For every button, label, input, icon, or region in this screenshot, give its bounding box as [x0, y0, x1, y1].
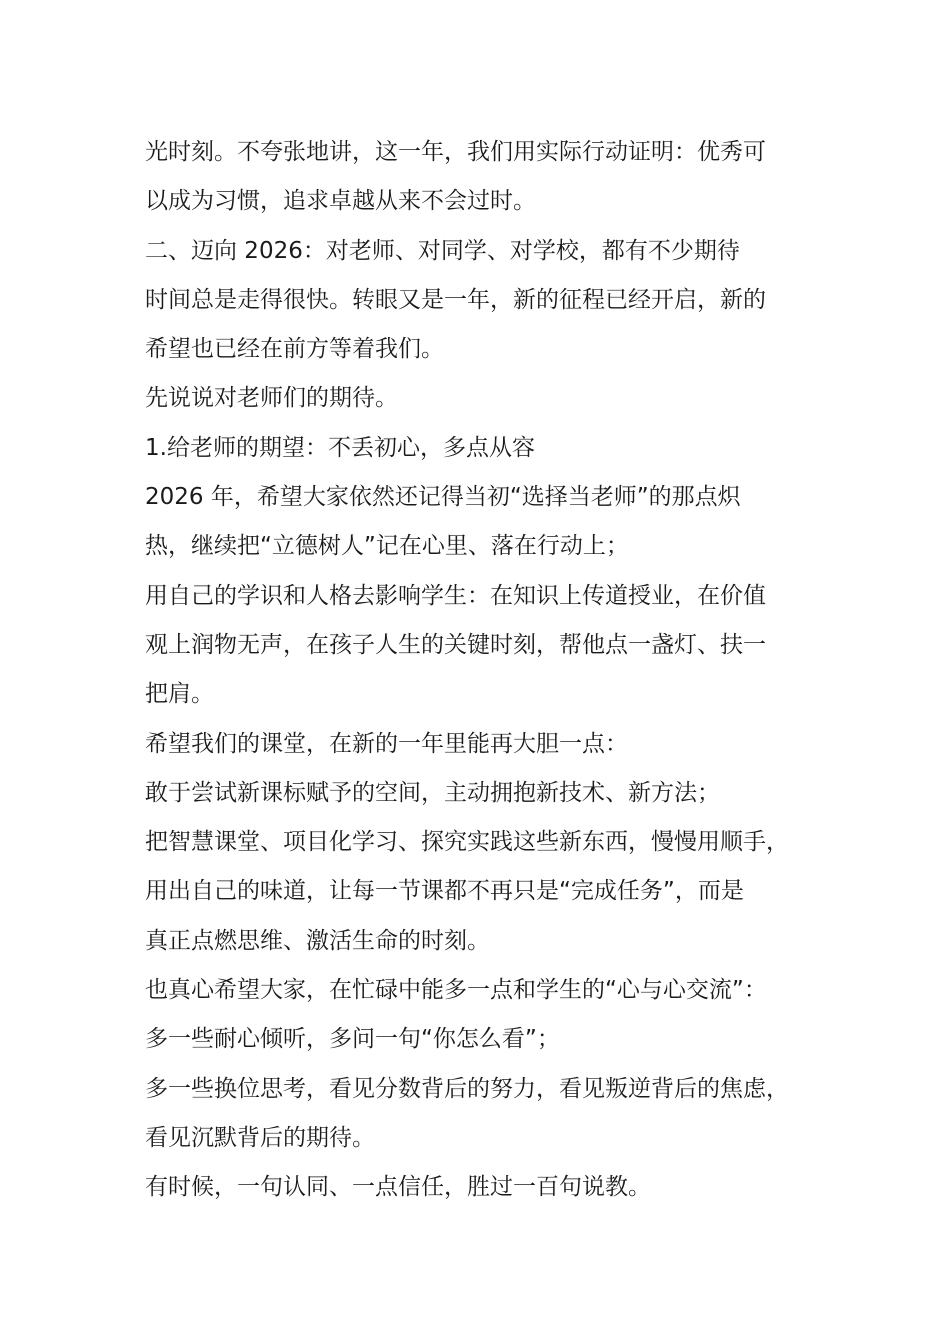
text-line: 敢于尝试新课标赋予的空间，主动拥抱新技术、新方法；: [145, 779, 720, 806]
section-heading: 二、迈向 2026：对老师、对同学、对学校，都有不少期待: [145, 237, 740, 264]
text-line: 把智慧课堂、项目化学习、探究实践这些新东西，慢慢用顺手，: [145, 829, 789, 856]
text-line: 多一些换位思考，看见分数背后的努力，看见叛逆背后的焦虑，: [145, 1075, 789, 1102]
document-body: [145, 128, 845, 1213]
text-line: 也真心希望大家，在忙碌中能多一点和学生的“心与心交流”：: [145, 977, 767, 1004]
text-line: 先说说对老师们的期待。: [145, 385, 398, 412]
text-line: 观上润物无声，在孩子人生的关键时刻，帮他点一盏灯、扶一: [145, 631, 766, 658]
text-line: 光时刻。不夸张地讲，这一年，我们用实际行动证明：优秀可: [145, 139, 766, 165]
text-line: 希望也已经在前方等着我们。: [145, 336, 444, 363]
text-line: 有时候，一句认同、一点信任，胜过一百句说教。: [145, 1174, 651, 1201]
text-line: 多一些耐心倾听，多问一句“你怎么看”；: [145, 1026, 560, 1053]
text-line: 把肩。: [145, 681, 214, 708]
text-line: 2026 年，希望大家依然还记得当初“选择当老师”的那点炽: [145, 484, 741, 511]
subsection-heading: 1.给老师的期望：不丢初心，多点从容: [145, 434, 535, 461]
text-line: 时间总是走得很快。转眼又是一年，新的征程已经开启，新的: [145, 286, 766, 313]
text-line: 以成为习惯，追求卓越从来不会过时。: [145, 188, 536, 215]
text-line: 用自己的学识和人格去影响学生：在知识上传道授业，在价值: [145, 582, 766, 609]
text-line: 真正点燃思维、激活生命的时刻。: [145, 927, 490, 954]
text-line: 热，继续把“立德树人”记在心里、落在行动上；: [145, 533, 629, 560]
text-line: 看见沉默背后的期待。: [145, 1124, 375, 1151]
text-line: 希望我们的课堂，在新的一年里能再大胆一点：: [145, 730, 628, 757]
text-line: 用出自己的味道，让每一节课都不再只是“完成任务”，而是: [145, 878, 744, 905]
